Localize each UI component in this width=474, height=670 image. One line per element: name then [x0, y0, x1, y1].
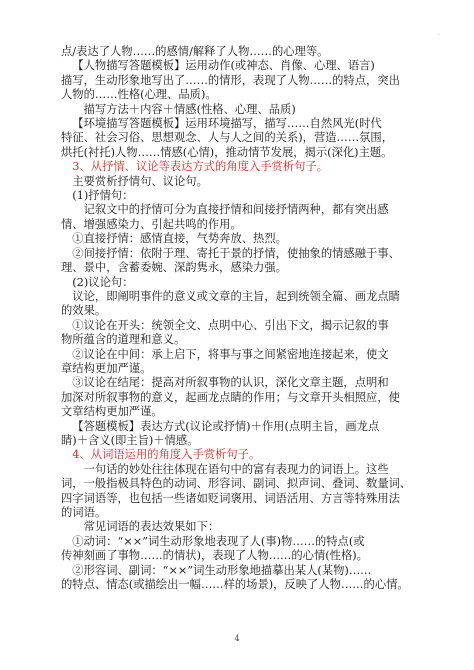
text-line: 的词语。	[61, 506, 107, 519]
text-line: 加深对所叙事物的意义，起画龙点睛的作用；与文章开头相照应，使	[61, 390, 400, 404]
text-line: 议论，即阐明事件的意义或文章的主旨，起到统领全篇、画龙点睛	[72, 289, 400, 303]
text-line: ①议论在开头：统领全文、点明中心、引出下文，揭示记叙的事	[72, 318, 389, 332]
text-line: 传神刻画了事物……的情状)，表现了人物……的心情(性格)。	[61, 549, 368, 563]
text-line: 的效果。	[61, 304, 107, 318]
body-text	[61, 45, 419, 592]
text-line: ①动词：“××”词生动形象地表现了人(事)物……的特点(或	[72, 534, 365, 548]
text-line: 点/表达了人物……的感情/解释了人物……的心理等。	[61, 45, 329, 58]
text-line: 一句话的妙处往往体现在语句中的富有表现力的词语上。这些	[83, 462, 389, 476]
text-line: 的特点、情态(或描绘出一幅……样的场景)，反映了人物……的心情。	[61, 578, 409, 592]
text-line: ①直接抒情：感情直接，气势奔放、热烈。	[72, 232, 287, 246]
text-line: 章结构更加严谨。	[61, 361, 152, 375]
text-line: 物所蕴含的道理和意义。	[61, 333, 186, 347]
text-line: 特征、社会习俗、思想观念、人与人之间的关系)，营造……氛围，	[61, 131, 394, 145]
text-line: 四字词语等，也包括一些诸如贬词褒用、词语活用、方言等特殊用法	[61, 491, 400, 505]
text-line: 理、景中，含蓄委婉、深韵隽永，感染力强。	[61, 261, 287, 275]
text-line: 文章结构更加严谨。	[61, 405, 163, 419]
text-line: ③议论在结尾：提高对所叙事物的认识，深化文章主题，点明和	[72, 376, 389, 390]
page-number: 4	[234, 634, 240, 643]
text-line: ②形容词、副词：“××”词生动形象地描摹出某人(某物)……	[72, 563, 372, 577]
text-line: ②间接抒情：依附于理、寄托于景的抒情，使抽象的情感融于事、	[72, 246, 400, 260]
text-line: 常见词语的表达效果如下：	[83, 520, 220, 534]
text-line: 主要赏析抒情句、议论句。	[72, 174, 208, 188]
text-line: 【答题模板】表达方式(议论或抒情)＋作用(点明主旨，画龙点	[72, 419, 380, 433]
text-line: 睛)＋含义(即主旨)＋情感。	[61, 433, 199, 447]
text-line: (1)抒情句：	[72, 189, 134, 203]
text-line: 烘托(衬托)人物……情感(心情)，推动情节发展，揭示(深化)主题。	[61, 145, 393, 159]
text-line: 情、增强感染力、引起共鸣的作用。	[61, 217, 242, 231]
section-heading: 3、从抒情、议论等表达方式的角度入手赏析句子。	[72, 160, 329, 174]
text-line: 词，一般指极具特色的动词、形容词、副词、拟声词、叠词、数量词、	[61, 477, 412, 491]
corner-mark: .	[438, 30, 440, 37]
text-line: 【环境描写答题模板】运用环境描写，描写……自然风光(时代	[72, 117, 382, 131]
text-line: 描写，生动形象地写出了……的情形，表现了人物……的特点，突出	[61, 73, 400, 87]
text-line: ②议论在中间：承上启下，将事与事之间紧密地连接起来，使文	[72, 347, 389, 361]
text-line: 人物的……性格(心理、品质)。	[61, 88, 217, 102]
text-line: 【人物描写答题模板】运用动作(或神态、肖像、心理、语言)	[72, 59, 375, 73]
section-heading: 4、从词语运用的角度入手赏析句子。	[72, 448, 261, 462]
text-line: (2)议论句：	[72, 275, 134, 289]
text-line: 描写方法＋内容＋情感(性格、心理、品质)	[83, 102, 296, 116]
text-line: 记叙文中的抒情可分为直接抒情和间接抒情两种，都有突出感	[83, 203, 389, 217]
